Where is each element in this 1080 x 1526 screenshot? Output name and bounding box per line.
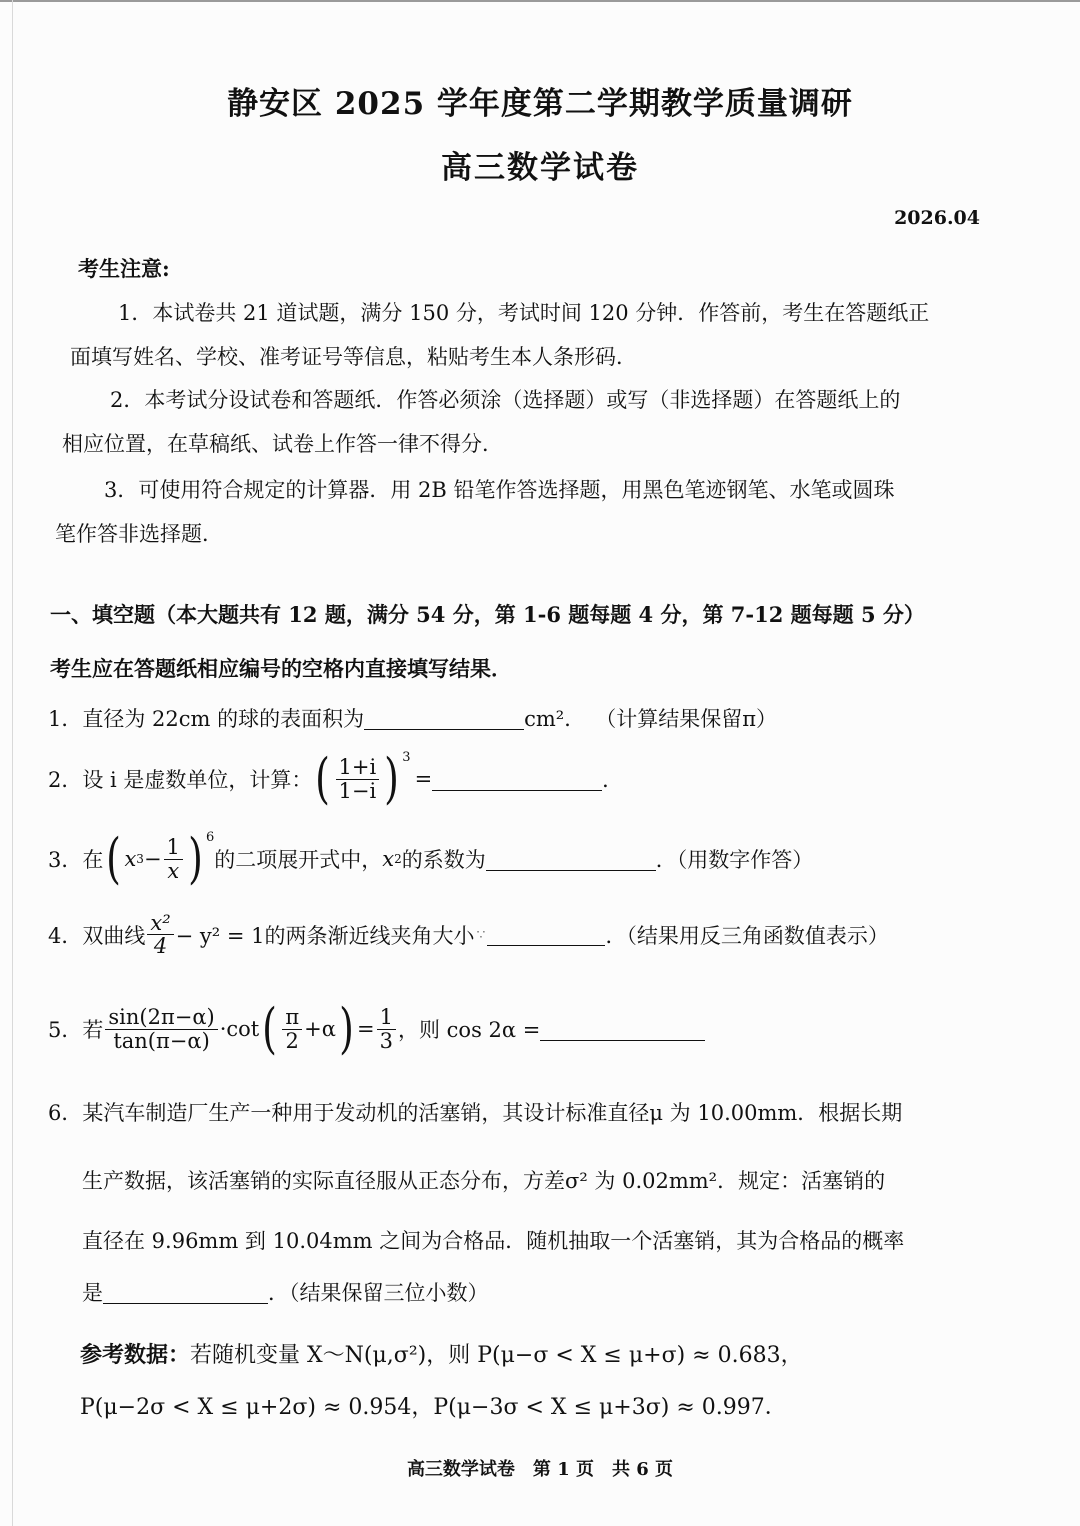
question-1 <box>48 703 777 733</box>
q5-equals: = <box>357 1017 375 1041</box>
section-1-heading: 一、填空题（本大题共有 12 题，满分 54 分，第 1-6 题每题 4 分，第 7-12 题每题 5 分） <box>50 602 925 627</box>
q2-left-paren: ( <box>315 747 331 810</box>
q4-fraction <box>147 912 173 957</box>
q5-inner-rest: +α <box>304 1017 336 1041</box>
q5-left-paren: ( <box>262 997 278 1060</box>
q3-x2: x <box>382 847 395 871</box>
q6-line-4-end: ．（结果保留三位小数） <box>268 1281 489 1305</box>
exam-date: 2026.04 <box>894 207 980 229</box>
q1-answer-blank <box>364 707 524 730</box>
q3-x: x <box>124 847 137 871</box>
q5-result-fraction <box>377 1006 396 1051</box>
reference-text-1: 若随机变量 X～N(μ,σ²)，则 P(μ−σ < X ≤ μ+σ) ≈ 0.683， <box>190 1343 803 1368</box>
notice-item-3-line-1: 3．可使用符合规定的计算器．用 2B 铅笔作答选择题，用黑色笔迹钢笔、水笔或圆珠 <box>104 478 895 502</box>
q5-answer-blank <box>540 1018 705 1041</box>
q6-line-2: 生产数据，该活塞销的实际直径服从正态分布，方差σ² 为 0.02mm²．规定：活塞销的 <box>82 1169 886 1193</box>
q3-minus: − <box>143 847 162 871</box>
q5-result-numerator: 1 <box>377 1006 396 1029</box>
q5-tail: ，则 cos 2α = <box>397 1018 541 1042</box>
q2-denominator: 1−i <box>338 778 377 803</box>
q2-answer-blank <box>432 768 602 791</box>
q1-note: （计算结果保留π） <box>595 707 778 731</box>
question-5 <box>48 997 705 1060</box>
q1-unit: cm²． <box>524 707 586 731</box>
q4-scan-artifact: ∵ <box>476 926 486 943</box>
q6-line-3: 直径在 9.96mm 到 10.04mm 之间为合格品．随机抽取一个活塞销，其为合格品的概率 <box>82 1229 905 1253</box>
scan-edge-top <box>0 0 1080 2</box>
q4-answer-blank <box>487 923 605 946</box>
q2-exponent: 3 <box>402 749 411 765</box>
q5-inner-denominator: 2 <box>285 1028 299 1053</box>
q5-denominator: tan(π−α) <box>113 1028 210 1053</box>
notice-heading: 考生注意: <box>78 256 170 281</box>
q6-line-1: 6．某汽车制造厂生产一种用于发动机的活塞销，其设计标准直径μ 为 10.00mm．根据长期 <box>48 1101 903 1125</box>
q4-end: ．（结果用反三角函数值表示） <box>605 923 889 948</box>
question-3 <box>48 827 814 890</box>
notice-item-1-line-2: 面填写姓名、学校、准考证号等信息，粘贴考生本人条形码． <box>70 345 637 369</box>
exam-subtitle: 高三数学试卷 <box>441 150 639 186</box>
q5-inner-numerator: π <box>282 1006 302 1029</box>
q3-mid2: 的系数为 <box>401 848 486 872</box>
q5-right-paren: ) <box>339 997 354 1060</box>
q5-main-fraction <box>105 1006 217 1051</box>
scan-edge-left <box>12 0 13 1526</box>
reference-label: 参考数据： <box>80 1342 191 1368</box>
section-1-instruction: 考生应在答题纸相应编号的空格内直接填写结果． <box>50 656 512 681</box>
q5-inner-fraction <box>282 1006 302 1051</box>
q4-prefix: 4．双曲线 <box>48 923 146 948</box>
notice-item-3-line-2: 笔作答非选择题． <box>55 522 223 546</box>
q3-fraction <box>164 836 183 881</box>
q2-fraction <box>336 756 380 801</box>
q5-result-denominator: 3 <box>379 1028 393 1053</box>
q6-line-4-prefix: 是 <box>82 1281 103 1305</box>
q6-answer-blank <box>103 1281 268 1304</box>
notice-item-2-line-1: 2．本考试分设试卷和答题纸．作答必须涂（选择题）或写（非选择题）在答题纸上的 <box>110 388 901 412</box>
notice-item-1-line-1: 1．本试卷共 21 道试题，满分 150 分，考试时间 120 分钟．作答前，考生在答题纸正 <box>118 301 930 325</box>
q3-left-paren: ( <box>106 827 122 890</box>
q4-numerator: x² <box>147 912 173 935</box>
q6-line-4 <box>82 1277 489 1307</box>
q3-numerator: 1 <box>164 836 183 859</box>
q3-prefix: 3．在 <box>48 848 104 872</box>
page-footer: 高三数学试卷 第 1 页 共 6 页 <box>406 1459 674 1480</box>
q3-mid: 的二项展开式中， <box>214 848 383 872</box>
q5-prefix: 5．若 <box>48 1018 104 1042</box>
q3-end: ．（用数字作答） <box>655 848 814 872</box>
exam-title: 静安区 2025 学年度第二学期教学质量调研 <box>227 86 853 122</box>
q3-x2-exponent: 2 <box>394 852 402 866</box>
reference-line-2: P(μ−2σ < X ≤ μ+2σ) ≈ 0.954，P(μ−3σ < X ≤ μ+3σ) ≈ 0.997． <box>80 1395 787 1420</box>
question-2 <box>48 747 624 810</box>
q2-right-paren: ) <box>384 747 400 810</box>
q5-numerator: sin(2π−α) <box>105 1006 217 1029</box>
reference-line-1 <box>80 1338 803 1369</box>
q4-rest: − y² = 1的两条渐近线夹角大小 <box>175 923 475 948</box>
q1-text: 1．直径为 22cm 的球的表面积为 <box>48 707 365 731</box>
q2-numerator: 1+i <box>336 756 380 779</box>
q3-answer-blank <box>486 848 656 871</box>
q3-exponent: 6 <box>206 829 215 845</box>
q3-x-exponent: 3 <box>136 852 144 866</box>
notice-item-2-line-2: 相应位置，在草稿纸、试卷上作答一律不得分． <box>62 432 503 456</box>
q4-denominator: 4 <box>153 934 168 959</box>
q5-cot: ·cot <box>219 1017 260 1041</box>
question-4 <box>48 912 889 957</box>
q2-end: ． <box>602 768 624 792</box>
q2-equals: = <box>414 767 433 791</box>
q2-prefix: 2．设 i 是虚数单位，计算： <box>48 768 313 792</box>
q3-right-paren: ) <box>188 827 203 890</box>
q3-denominator: x <box>167 858 180 883</box>
